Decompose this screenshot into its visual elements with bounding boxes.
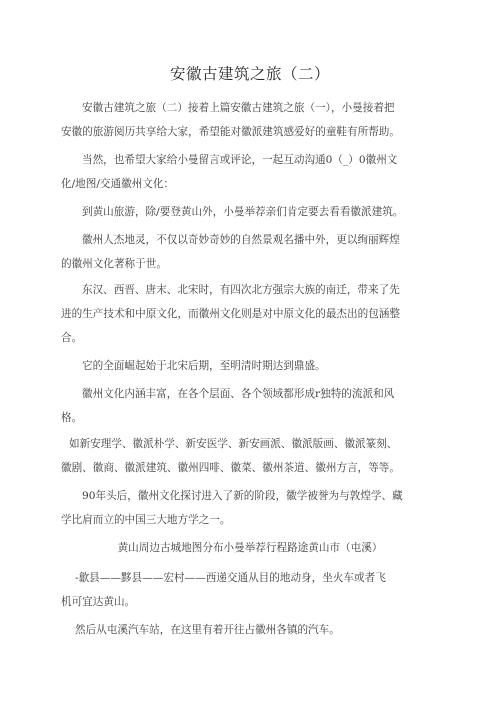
paragraph-line: 徽剧、徽商、徽派建筑、徽州四啡、徽菜、徽州茶道、徽州方言，等等。 <box>61 462 400 474</box>
paragraph-line: 到黄山旅游，除/要登黄山外，小曼举荐亲们肯定要去看看徽派建筑。 <box>82 206 404 218</box>
paragraph-line: 安徽的旅游阅历共享给大家，希望能对徽派建筑感爱好的童鞋有所帮助。 <box>61 126 400 138</box>
paragraph-line: 机可宜达黄山。 <box>61 596 136 608</box>
paragraph-9 <box>61 484 439 532</box>
paragraph-line: 合。 <box>61 332 83 344</box>
paragraph-1 <box>61 96 439 144</box>
paragraph-line: 进的生产技术和中原文化，而徽州文化则是对中原文化的最杰出的包涵整 <box>61 308 400 320</box>
paragraph-line: 当然，也希望大家给小曼留言或评论，一起互动沟通0（_）0徽州文 <box>82 154 398 166</box>
paragraph-2 <box>61 148 439 196</box>
paragraph-line: 学比肩而立的中国三大地方学之一。 <box>61 514 231 526</box>
paragraph-7 <box>61 382 439 430</box>
paragraph-line: 然后从屯溪汽车站，在这里有着开往占徽州各镇的汽车。 <box>75 624 340 636</box>
document-title: 安徽古建筑之旅（二） <box>169 65 330 83</box>
paragraph-8 <box>61 432 439 480</box>
paragraph-line: 安徽古建筑之旅（二）接着上篇安徽古建筑之旅（一），小曼接着把 <box>82 102 395 114</box>
paragraph-10 <box>61 536 439 560</box>
paragraph-11 <box>61 566 439 614</box>
paragraph-5 <box>61 278 439 350</box>
paragraph-line: -歙县——黟县——宏村——西递交通从目的地动身，坐火车或者飞 <box>75 572 386 584</box>
paragraph-line: 东汉、西晋、唐末、北宋时，有四次北方强宗大族的南迁，带来了先 <box>82 284 400 296</box>
paragraph-6 <box>61 354 439 378</box>
paragraph-4 <box>61 228 439 276</box>
paragraph-line: 徽州人杰地灵，不仅以奇妙奇妙的自然景观名播中外，更以绚丽辉煌 <box>82 234 400 246</box>
paragraph-line: 格。 <box>61 412 83 424</box>
paragraph-line: 化/地图/交通徽州文化： <box>61 178 175 190</box>
paragraph-3 <box>61 200 439 224</box>
paragraph-line: 如新安理学、徽派朴学、新安医学、新安画派、徽派版画、徽派篆刻、 <box>69 438 398 450</box>
paragraph-line: 90年头后，徽州文化探讨进入了新的阶段，徽学被誉为与敦煌学、藏 <box>82 490 403 502</box>
paragraph-line: 徽州文化内涵丰富，在各个层面、各个领域都形成r独特的流派和风 <box>82 388 395 400</box>
paragraph-12 <box>61 618 439 642</box>
paragraph-line: 的徽州文化著称于世。 <box>61 258 167 270</box>
paragraph-line: 它的全面崛起始于北宋后期，至明清时期达到鼎盛。 <box>82 360 326 372</box>
itinerary-heading: 黄山周边古城地图分布小曼举荐行程路途黄山市（屯溪） <box>117 542 383 554</box>
